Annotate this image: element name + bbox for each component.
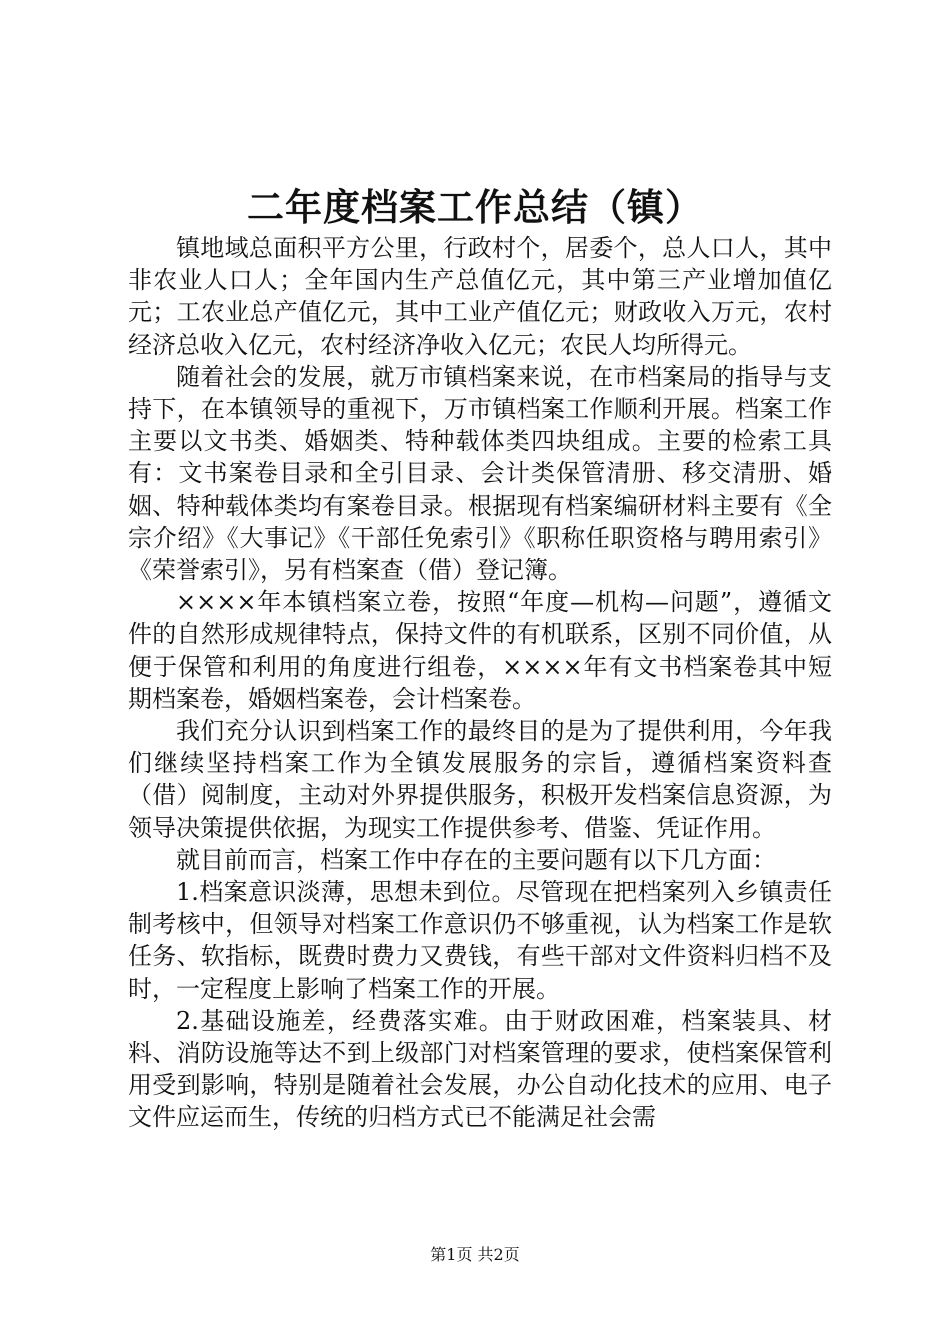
page-footer: 第1页 共2页: [430, 1245, 520, 1264]
paragraph: 随着社会的发展，就万市镇档案来说，在市档案局的指导与支持下，在本镇领导的重视下，万市镇档案工作顺利开展。档案工作主要以文书类、婚姻类、特种载体类四块组成。主要的检索工具有：文书案卷目录和全引目录、会计类保管清册、移交清册、婚姻、特种载体类均有案卷目录。根据现有档案编研材料主要有《全宗介绍》《大事记》《干部任免索引》《职称任职资格与聘用索引》《荣誉索引》，另有档案查（借）登记簿。: [128, 362, 832, 585]
document-title: 二年度档案工作总结（镇）: [247, 186, 703, 229]
paragraph: 镇地域总面积平方公里，行政村个，居委个，总人口人，其中非农业人口人；全年国内生产总值亿元，其中第三产业增加值亿元；工农业总产值亿元，其中工业产值亿元；财政收入万元，农村经济总收入亿元，农村经济净收入亿元；农民人均所得元。: [128, 234, 832, 359]
paragraph: ××××年本镇档案立卷，按照“年度—机构—问题”，遵循文件的自然形成规律特点，保持文件的有机联系，区别不同价值，从便于保管和利用的角度进行组卷，××××年有文书档案卷其中短期档案卷，婚姻档案卷，会计档案卷。: [128, 588, 832, 713]
paragraph: 1.档案意识淡薄，思想未到位。尽管现在把档案列入乡镇责任制考核中，但领导对档案工作意识仍不够重视，认为档案工作是软任务、软指标，既费时费力又费钱，有些干部对文件资料归档不及时，一定程度上影响了档案工作的开展。: [128, 878, 832, 1003]
document-body: [128, 232, 832, 1134]
paragraph: 我们充分认识到档案工作的最终目的是为了提供利用，今年我们继续坚持档案工作为全镇发展服务的宗旨，遵循档案资料查（借）阅制度，主动对外界提供服务，积极开发档案信息资源，为领导决策提供依据，为现实工作提供参考、借鉴、凭证作用。: [128, 717, 832, 842]
paragraph: 就目前而言，档案工作中存在的主要问题有以下几方面：: [176, 845, 776, 874]
paragraph: 2.基础设施差，经费落实难。由于财政困难，档案装具、材料、消防设施等达不到上级部门对档案管理的要求，使档案保管利用受到影响，特别是随着社会发展，办公自动化技术的应用、电子文件应运而生，传统的归档方式已不能满足社会需: [128, 1006, 832, 1132]
